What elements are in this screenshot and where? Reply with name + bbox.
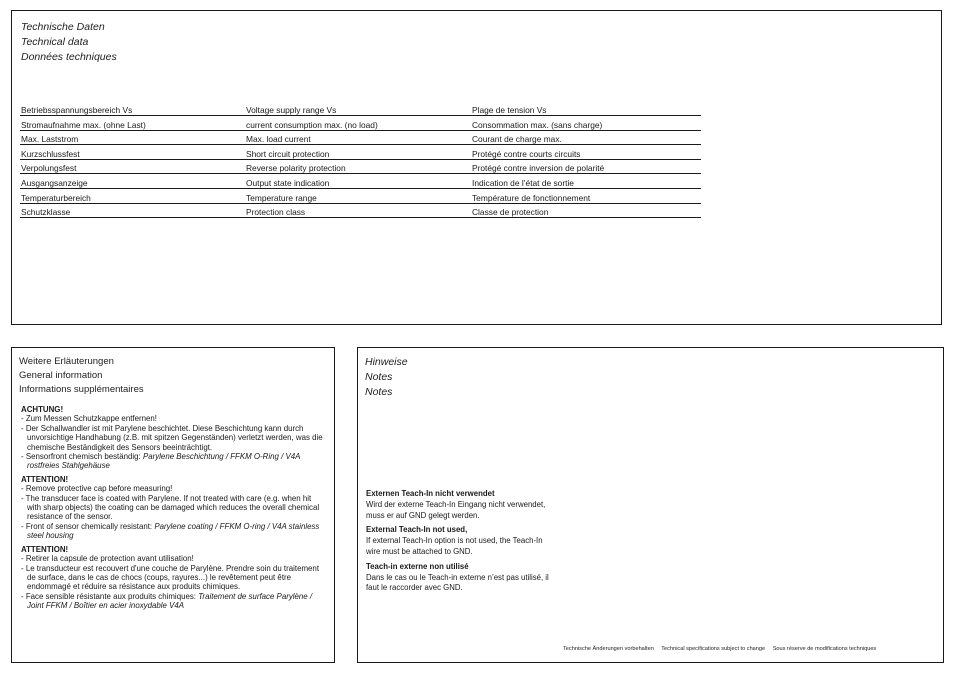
table-row	[20, 174, 701, 189]
resistance-value: Parylene coating / FFKM O-ring / V4A stainless steel housing	[27, 521, 320, 541]
warning-item: - Zum Messen Schutzkappe entfernen!	[21, 414, 157, 424]
table-header-row	[20, 100, 701, 116]
notes-title-fr: Notes	[365, 386, 393, 398]
table-row	[20, 130, 701, 145]
warning-item: - Retirer la capsule de protection avant utilisation!	[21, 554, 194, 564]
warning-item: - Le transducteur est recouvert d'une couche de Parylène. Prendre soin du traitement de surface, dans le cas de chocs (coups, rayures...) le revêtement peut être endommagé et réduire sa résistance aux produits chimiques.	[21, 563, 320, 592]
table-row	[20, 116, 701, 131]
teach-text-de: Wird der externe Teach-In Eingang nicht verwendet, muss er auf GND gelegt werden.	[366, 499, 546, 520]
cell-de: Max. Laststrom	[20, 130, 245, 145]
warning-item: - The transducer face is coated with Parylene. If not treated with care (e.g. when hit with sharp objects) the coating can be damaged which reduces the overall chemical resistance of the sensor.	[21, 493, 320, 522]
warnings-block	[21, 405, 327, 611]
teach-heading-fr: Teach-in externe non utilisé	[366, 561, 469, 571]
resistance-label: - Face sensible résistante aux produits chimiques:	[21, 591, 196, 601]
general-information-titles	[19, 355, 144, 397]
resistance-label: - Front of sensor chemically resistant:	[21, 521, 153, 531]
cell-de: Verpolungsfest	[20, 159, 245, 174]
table-row	[20, 188, 701, 203]
cell-en: Reverse polarity protection	[245, 159, 471, 174]
header-cell-fr: Plage de tension Vs	[471, 100, 701, 116]
warning-heading-en: ATTENTION!	[21, 474, 69, 484]
info-title-de: Weitere Erläuterungen	[19, 356, 114, 367]
footer-disclaimer	[563, 646, 882, 652]
cell-fr: Protégé contre courts circuits	[471, 145, 701, 160]
cell-en: Output state indication	[245, 174, 471, 189]
footer-de: Technische Änderungen vorbehalten	[563, 646, 654, 652]
cell-en: current consumption max. (no load)	[245, 116, 471, 131]
resistance-label: - Sensorfront chemisch beständig:	[21, 452, 141, 462]
teach-text-en: If external Teach-In option is not used, the Teach-In wire must be attached to GND.	[366, 536, 543, 556]
header-cell-en: Voltage supply range Vs	[245, 100, 471, 116]
cell-fr: Courant de charge max.	[471, 130, 701, 145]
technical-data-titles	[21, 20, 117, 65]
cell-fr: Consommation max. (sans charge)	[471, 116, 701, 131]
table-row	[20, 203, 701, 218]
cell-en: Temperature range	[245, 188, 471, 203]
warning-item: - Der Schallwandler ist mit Parylene beschichtet. Diese Beschichtung kann durch unvorsichtige Handhabung (z.B. mit spitzen Gegenständen) verletzt werden, was die chemische Beständigkeit des Sensors beeinträchtigt.	[21, 423, 323, 452]
cell-en: Max. load current	[245, 130, 471, 145]
title-de: Technische Daten	[21, 21, 105, 33]
cell-de: Ausgangsanzeige	[20, 174, 245, 189]
teach-in-notes	[366, 489, 551, 598]
teach-text-fr: Dans le cas ou le Teach-in externe n’est pas utilisé, il faut le raccorder avec GND.	[366, 572, 549, 593]
title-en: Technical data	[21, 36, 89, 48]
cell-en: Short circuit protection	[245, 145, 471, 160]
notes-panel	[357, 347, 944, 663]
cell-de: Stromaufnahme max. (ohne Last)	[20, 116, 245, 131]
table-row	[20, 159, 701, 174]
teach-heading-de: Externen Teach-In nicht verwendet	[366, 489, 495, 498]
info-title-fr: Informations supplémentaires	[19, 384, 144, 395]
cell-en: Protection class	[245, 203, 471, 218]
cell-fr: Protégé contre inversion de polarité	[471, 159, 701, 174]
footer-fr: Sous réserve de modifications techniques	[772, 646, 877, 652]
technical-data-panel	[11, 10, 942, 325]
resistance-value: Traitement de surface Parylène / Joint FFKM / Boîtier en acier inoxydable V4A	[27, 591, 313, 611]
notes-title-de: Hinweise	[365, 356, 408, 368]
info-title-en: General information	[19, 370, 103, 381]
resistance-value: Parylene Beschichtung / FFKM O-Ring / V4A rostfreies Stahlgehäuse	[27, 452, 301, 471]
cell-de: Temperaturbereich	[20, 188, 245, 203]
header-cell-de: Betriebsspannungsbereich Vs	[20, 100, 245, 116]
notes-title-en: Notes	[365, 371, 393, 383]
cell-fr: Température de fonctionnement	[471, 188, 701, 203]
warning-heading-de: ACHTUNG!	[21, 405, 64, 414]
cell-de: Kurzschlussfest	[20, 145, 245, 160]
title-fr: Données techniques	[21, 51, 117, 63]
cell-fr: Classe de protection	[471, 203, 701, 218]
notes-titles	[365, 355, 408, 400]
spec-table	[20, 100, 701, 218]
warning-heading-fr: ATTENTION!	[21, 544, 69, 554]
general-information-panel	[11, 347, 335, 663]
warning-item-resistance	[21, 592, 327, 611]
cell-de: Schutzklasse	[20, 203, 245, 218]
warning-item-resistance	[21, 522, 327, 541]
cell-fr: Indication de l’état de sortie	[471, 174, 701, 189]
footer-en: Technical specifications subject to change	[661, 646, 766, 652]
table-row	[20, 145, 701, 160]
teach-heading-en: External Teach-In not used,	[366, 525, 468, 535]
warning-item: - Remove protective cap before measuring!	[21, 484, 173, 494]
warning-item-resistance	[21, 452, 327, 471]
